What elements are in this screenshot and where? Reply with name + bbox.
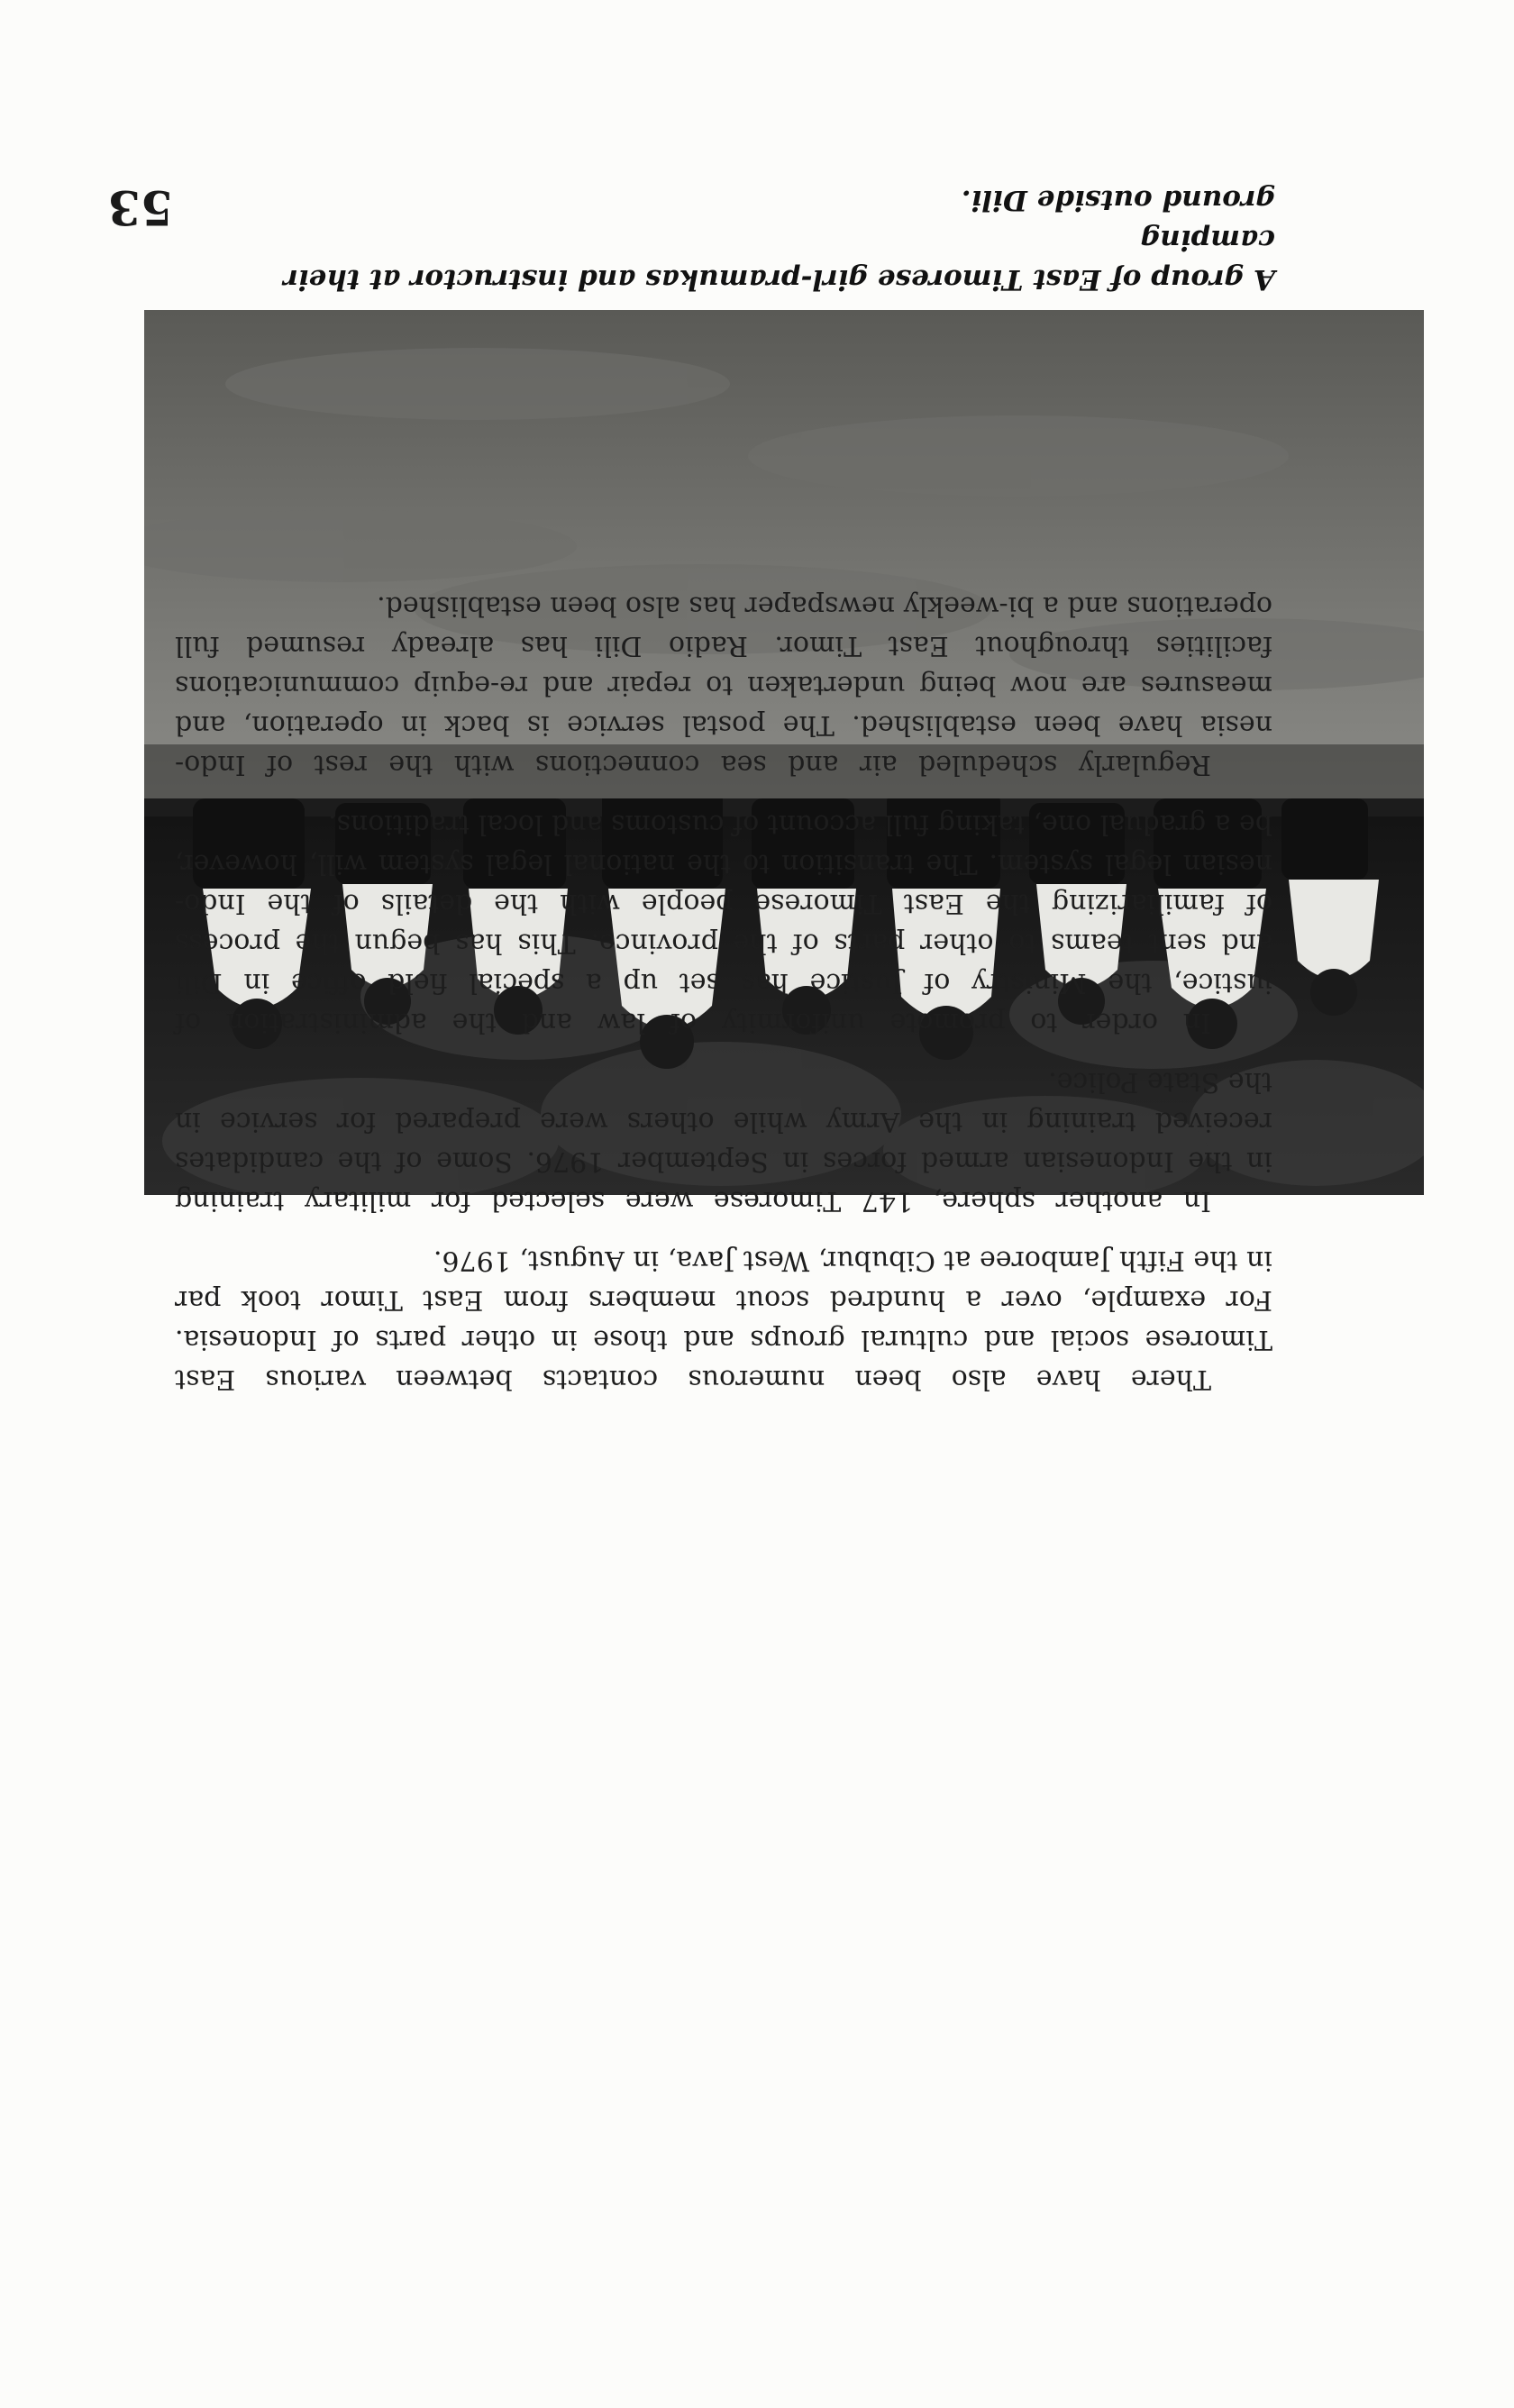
text-line: of familiarizing the East Timorese people with the details of the Indo- [175, 888, 1272, 919]
text-line: There have also been numerous contacts between various East [175, 1364, 1211, 1395]
text-line: In another sphere, 147 Timorese were selected for military training [175, 1185, 1211, 1217]
text-line: nesian legal system. The transition to the national legal system will, however, [175, 848, 1272, 880]
caption-line: A group of East Timorese girl-pramukas and instructor at their camping [283, 223, 1275, 296]
text-line: be a gradual one, taking full account of customs and local traditions. [328, 808, 1272, 840]
text-line: in the Indonesian armed forces in September 1976. Some of the candidates [175, 1145, 1272, 1177]
caption-line: ground outside Dili. [961, 184, 1275, 216]
page-number: 53 [107, 179, 173, 234]
text-line: Timorese social and cultural groups and those in other parts of Indonesia. [175, 1324, 1272, 1355]
paragraph [175, 804, 1272, 1042]
text-line: the State Police. [1048, 1066, 1272, 1098]
text-line: In order to promote uniformity of law and the administration of [175, 1007, 1211, 1038]
photo-caption [266, 180, 1275, 299]
text-line: Regularly scheduled air and sea connections with the rest of Indo- [175, 749, 1211, 780]
text-line: measures are now being undertaken to repair and re-equip communications [175, 670, 1272, 701]
text-line: nesia have been established. The postal service is back in operation, and [175, 709, 1272, 741]
text-line: received training in the Army while others were prepared for service in [175, 1106, 1272, 1137]
text-line: For example, over a hundred scout members from East Timor took par [175, 1284, 1272, 1316]
paragraph [175, 1062, 1272, 1220]
text-line: facilities throughout East Timor. Radio Dili has already resumed full [175, 630, 1272, 661]
text-line: and sent teams to other parts of the province. This has begun the process [175, 927, 1272, 959]
paragraph [175, 1240, 1272, 1399]
paragraph [175, 586, 1272, 784]
text-line: operations and a bi-weekly newspaper has also been established. [377, 590, 1272, 622]
text-line: justice, the Ministry of Justice has set up a special field office in Dili [175, 967, 1272, 999]
body-text [175, 566, 1272, 1399]
text-line: in the Fifth Jamboree at Cibubur, West Java, in August, 1976. [433, 1245, 1272, 1276]
